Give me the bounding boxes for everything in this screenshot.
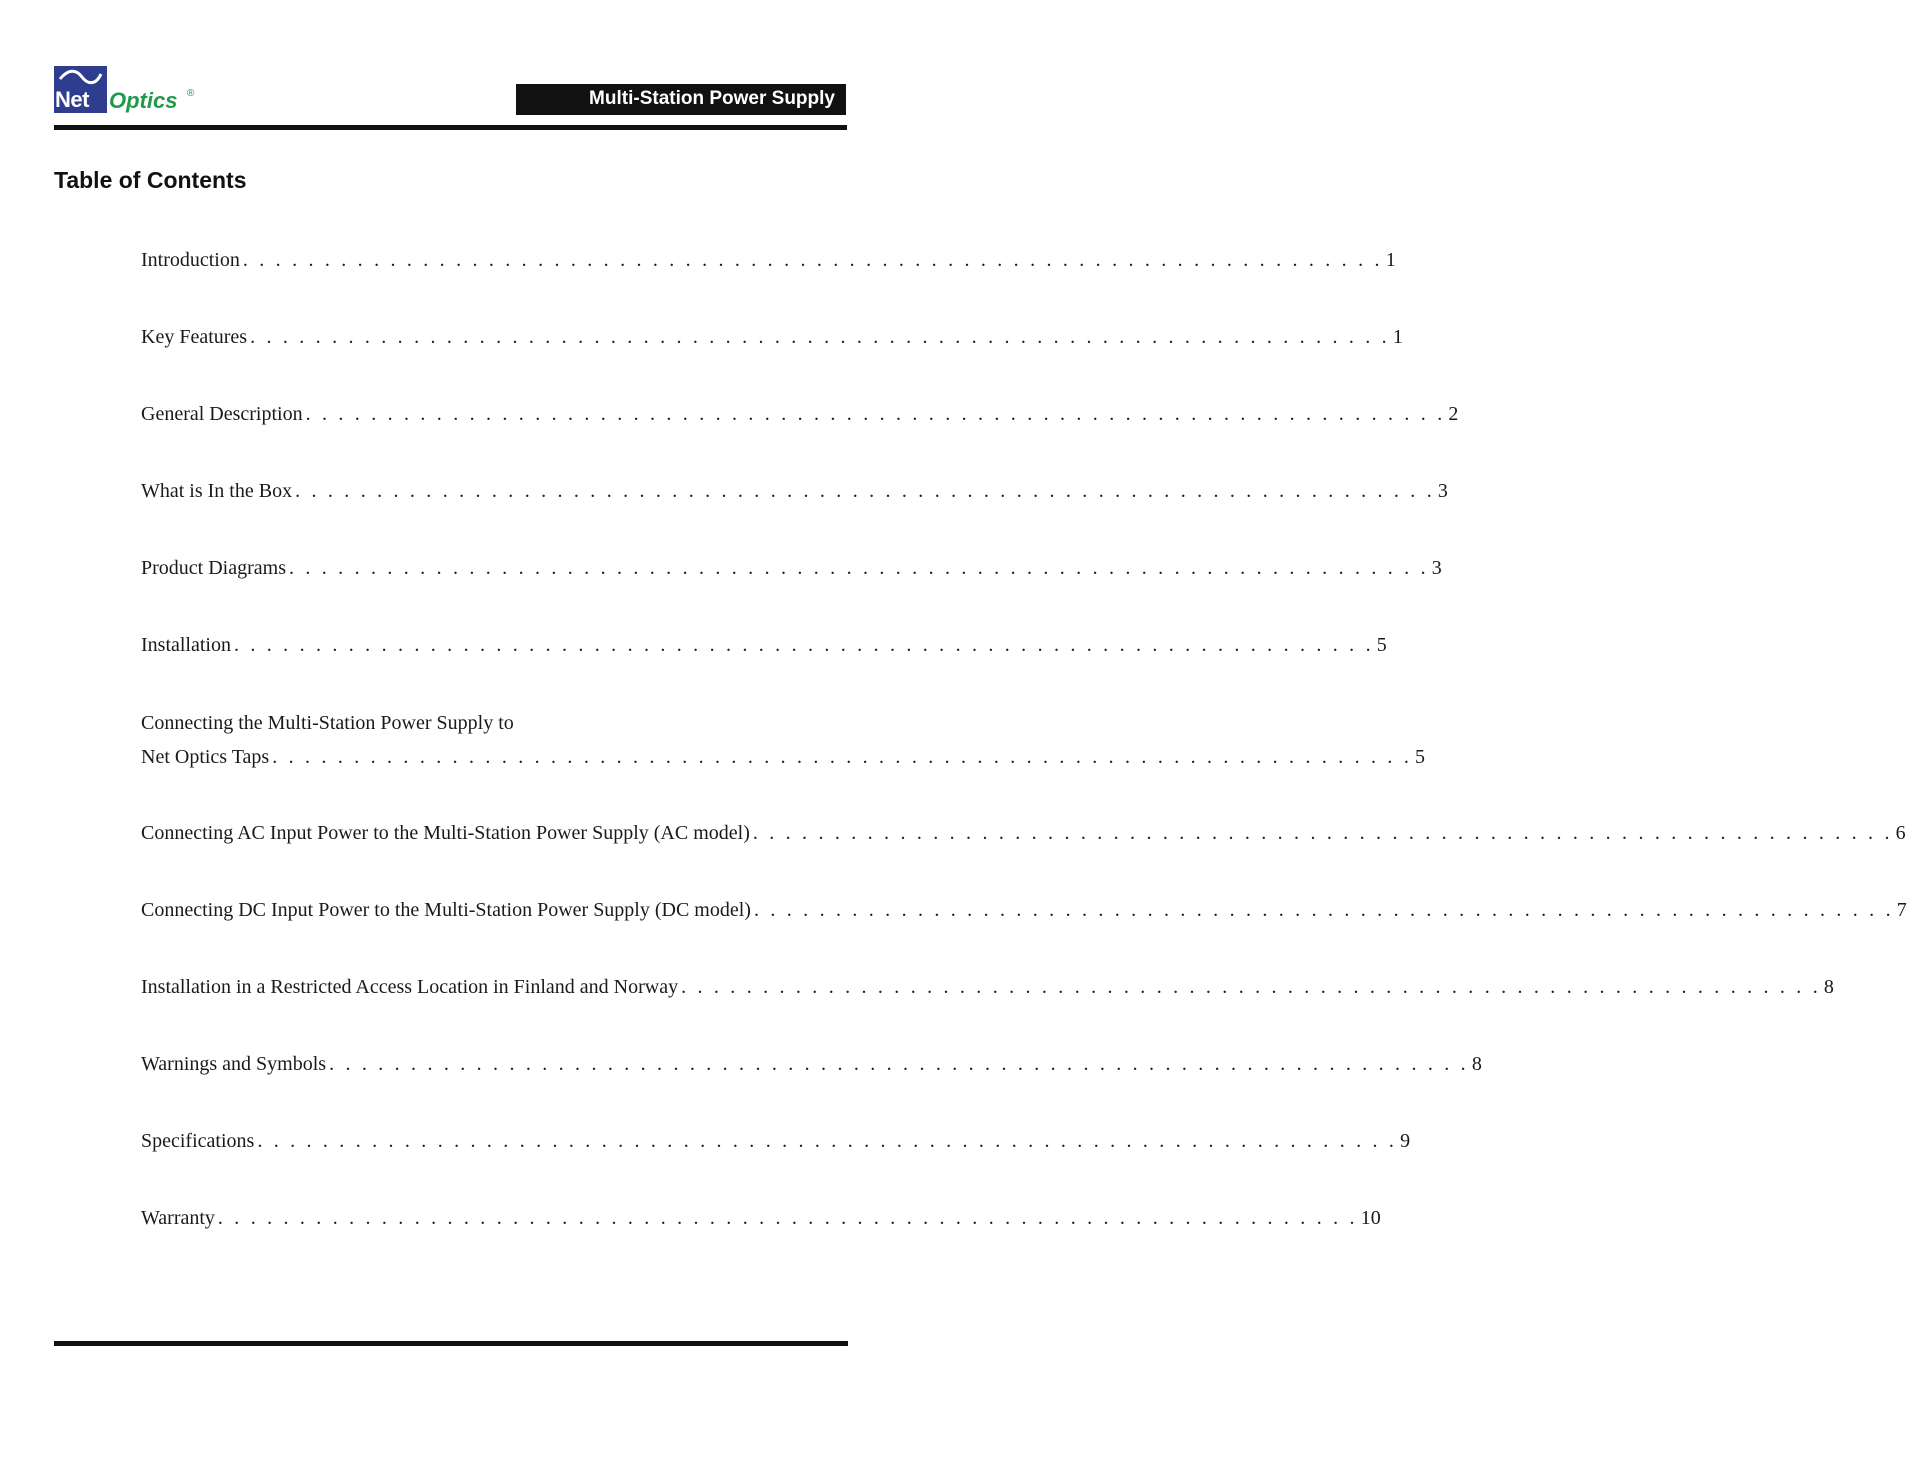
toc-entry-installation[interactable] xyxy=(141,628,1387,662)
leader-dots: . . . . . . . . . . . . . . . . . . . . . . . . . . . . . . . . . . . . . . . . . . . . . . . . . . . . . . . . . . . . . . . . . . . . . . xyxy=(250,326,1390,348)
toc-entry-label-line1: Connecting the Multi-Station Power Supply to xyxy=(141,712,514,734)
leader-dots: . . . . . . . . . . . . . . . . . . . . . . . . . . . . . . . . . . . . . . . . . . . . . . . . . . . . . . . . . . . . . . . . . . . . . . xyxy=(681,976,1821,998)
toc-entry-label: General Description xyxy=(141,403,303,425)
toc-entry-label: Net Optics Taps xyxy=(141,746,270,768)
toc-entry-specifications[interactable] xyxy=(141,1124,1411,1158)
toc-entry-introduction[interactable] xyxy=(141,243,1396,277)
toc-entry-label: Warranty xyxy=(141,1207,215,1229)
toc-entry-label: Key Features xyxy=(141,326,248,348)
toc-entry-dc-input-power[interactable] xyxy=(141,893,1907,927)
leader-dots: . . . . . . . . . . . . . . . . . . . . . . . . . . . . . . . . . . . . . . . . . . . . . . . . . . . . . . . . . . . . . . . . . . . . . . xyxy=(233,634,1374,656)
toc-entry-page: 3 xyxy=(1437,480,1448,502)
toc-entry-label: What is In the Box xyxy=(141,480,293,502)
toc-entry-page: 2 xyxy=(1448,403,1459,425)
toc-entry-connecting-to-taps[interactable] xyxy=(141,706,1426,774)
leader-dots: . . . . . . . . . . . . . . . . . . . . . . . . . . . . . . . . . . . . . . . . . . . . . . . . . . . . . . . . . . . . . . . . . . . . . . xyxy=(217,1207,1358,1229)
leader-dots: . . . . . . . . . . . . . . . . . . . . . . . . . . . . . . . . . . . . . . . . . . . . . . . . . . . . . . . . . . . . . . . . . . . . . . xyxy=(288,557,1429,579)
leader-dots: . . . . . . . . . . . . . . . . . . . . . . . . . . . . . . . . . . . . . . . . . . . . . . . . . . . . . . . . . . . . . . . . . . . . . . xyxy=(272,746,1413,768)
toc-entry-page: 8 xyxy=(1471,1053,1482,1075)
toc-entry-page: 5 xyxy=(1415,746,1426,768)
leader-dots: . . . . . . . . . . . . . . . . . . . . . . . . . . . . . . . . . . . . . . . . . . . . . . . . . . . . . . . . . . . . . . . . . . . . . . xyxy=(295,480,1435,502)
page-title: Table of Contents xyxy=(54,167,247,193)
toc-entry-product-diagrams[interactable] xyxy=(141,551,1442,585)
leader-dots: . . . . . . . . . . . . . . . . . . . . . . . . . . . . . . . . . . . . . . . . . . . . . . . . . . . . . . . . . . . . . . . . . . . . . . xyxy=(257,1130,1398,1152)
logo-optics-text: Optics xyxy=(109,88,178,113)
toc-entry-general-description[interactable] xyxy=(141,397,1459,431)
product-title: Multi-Station Power Supply xyxy=(516,84,846,115)
toc-entry-page: 1 xyxy=(1385,249,1396,271)
logo-net-text: Net xyxy=(55,87,89,112)
toc-entry-page: 9 xyxy=(1400,1130,1411,1152)
toc-entry-page: 6 xyxy=(1895,822,1906,844)
toc-entry-page: 8 xyxy=(1823,976,1834,998)
leader-dots: . . . . . . . . . . . . . . . . . . . . . . . . . . . . . . . . . . . . . . . . . . . . . . . . . . . . . . . . . . . . . . . . . . . . . . xyxy=(329,1053,1469,1075)
footer-rule xyxy=(54,1341,848,1346)
toc-entry-label: Warnings and Symbols xyxy=(141,1053,327,1075)
leader-dots: . . . . . . . . . . . . . . . . . . . . . . . . . . . . . . . . . . . . . . . . . . . . . . . . . . . . . . . . . . . . . . . . . . . . . . xyxy=(752,822,1893,844)
registered-mark: ® xyxy=(187,88,195,99)
toc-entry-page: 10 xyxy=(1360,1207,1381,1229)
toc-entry-restricted-access[interactable] xyxy=(141,970,1834,1004)
header-rule xyxy=(54,125,847,130)
leader-dots: . . . . . . . . . . . . . . . . . . . . . . . . . . . . . . . . . . . . . . . . . . . . . . . . . . . . . . . . . . . . . . . . . . . . . . xyxy=(753,899,1894,921)
toc-entry-page: 1 xyxy=(1392,326,1403,348)
toc-entry-label: Specifications xyxy=(141,1130,255,1152)
toc-entry-label: Product Diagrams xyxy=(141,557,286,579)
toc-entry-page: 5 xyxy=(1376,634,1387,656)
toc-entry-page: 7 xyxy=(1896,899,1907,921)
toc-entry-key-features[interactable] xyxy=(141,320,1403,354)
toc-entry-label: Connecting AC Input Power to the Multi-Station Power Supply (AC model) xyxy=(141,822,750,844)
leader-dots: . . . . . . . . . . . . . . . . . . . . . . . . . . . . . . . . . . . . . . . . . . . . . . . . . . . . . . . . . . . . . . . . . . . . . . xyxy=(242,249,1383,271)
toc-entry-label: Installation in a Restricted Access Location in Finland and Norway xyxy=(141,976,679,998)
toc-entry-label: Introduction xyxy=(141,249,240,271)
wave-icon xyxy=(58,69,103,85)
toc-entry-what-is-in-the-box[interactable] xyxy=(141,474,1448,508)
toc-entry-warnings-symbols[interactable] xyxy=(141,1047,1482,1081)
leader-dots: . . . . . . . . . . . . . . . . . . . . . . . . . . . . . . . . . . . . . . . . . . . . . . . . . . . . . . . . . . . . . . . . . . . . . . xyxy=(305,403,1446,425)
toc-entry-page: 3 xyxy=(1431,557,1442,579)
toc-entry-warranty[interactable] xyxy=(141,1201,1381,1235)
toc-entry-label: Connecting DC Input Power to the Multi-Station Power Supply (DC model) xyxy=(141,899,751,921)
net-optics-logo xyxy=(54,66,214,116)
toc-entry-ac-input-power[interactable] xyxy=(141,816,1906,850)
toc-entry-label: Installation xyxy=(141,634,231,656)
logo-mark xyxy=(54,66,107,113)
